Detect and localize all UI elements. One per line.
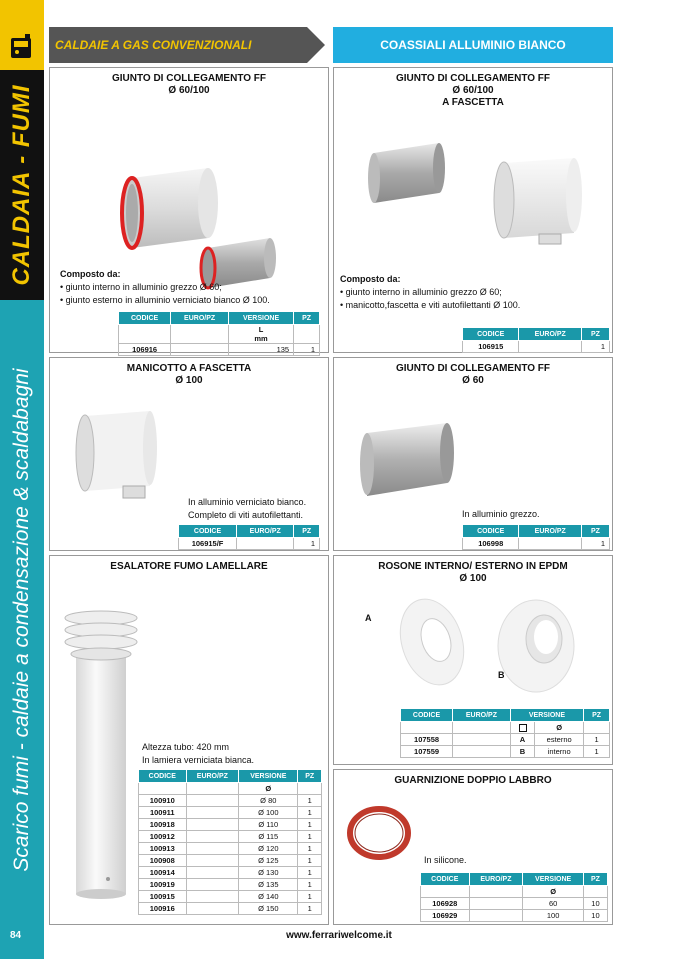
product-description: Altezza tubo: 420 mm In lamiera verniciata bianca. — [142, 742, 255, 765]
table-row: 100915 Ø 140 1 — [139, 891, 322, 903]
exhaust-terminal-image — [60, 604, 140, 904]
col-codice: CODICE — [421, 873, 470, 886]
table-row: 106998 1 — [463, 538, 610, 550]
category-header-left: CALDAIE A GAS CONVENZIONALI — [49, 27, 307, 63]
product-card-106916 — [49, 67, 329, 353]
table-row: 107559 B interno 1 — [401, 746, 610, 758]
product-table — [178, 524, 320, 550]
product-description: Composto da: • giunto interno in alluminio grezzo Ø 60; • giunto esterno in alluminio verniciato bianco Ø 100. — [60, 269, 270, 305]
col-pz: PZ — [298, 770, 322, 783]
table-row: 100910 Ø 80 1 — [139, 795, 322, 807]
col-codice: CODICE — [139, 770, 187, 783]
table-row: 100912 Ø 115 1 — [139, 831, 322, 843]
product-title: ROSONE INTERNO/ ESTERNO IN EPDM Ø 100 — [378, 561, 568, 584]
table-row: 106915/F 1 — [179, 538, 320, 550]
table-row: 100918 Ø 110 1 — [139, 819, 322, 831]
col-euro: EURO/PZ — [171, 312, 229, 325]
col-pz: PZ — [584, 709, 610, 722]
col-versione: VERSIONE — [239, 770, 298, 783]
side-banner — [0, 0, 44, 959]
checkbox-icon — [519, 724, 527, 732]
website-url[interactable]: www.ferrariwelcome.it — [286, 930, 392, 941]
col-pz: PZ — [583, 873, 607, 886]
col-euro: EURO/PZ — [519, 525, 582, 538]
product-card-106998 — [333, 357, 613, 551]
col-codice: CODICE — [463, 525, 519, 538]
product-title: GUARNIZIONE DOPPIO LABBRO — [394, 775, 552, 786]
table-row: 100919 Ø 135 1 — [139, 879, 322, 891]
product-title: GIUNTO DI COLLEGAMENTO FF Ø 60 — [395, 363, 551, 386]
product-description: In silicone. — [424, 855, 467, 865]
product-card-106915F — [49, 357, 329, 551]
table-row: 106928 60 10 — [421, 898, 608, 910]
col-pz: PZ — [582, 525, 610, 538]
table-row: 106915 1 — [463, 341, 610, 353]
table-row: 100916 Ø 150 1 — [139, 903, 322, 915]
col-euro: EURO/PZ — [237, 525, 294, 538]
product-table — [462, 524, 610, 550]
product-title: GIUNTO DI COLLEGAMENTO FF Ø 60/100 A FASCETTA — [395, 73, 551, 108]
product-title: GIUNTO DI COLLEGAMENTO FF Ø 60/100 — [111, 73, 267, 96]
product-card-rosone — [333, 555, 613, 765]
boiler-icon — [7, 32, 37, 62]
product-description: In alluminio verniciato bianco. Completo di viti autofilettanti. — [188, 497, 307, 520]
col-versione: VERSIONE — [229, 312, 294, 325]
gasket-image — [346, 803, 416, 863]
col-pz: PZ — [294, 525, 320, 538]
section-label: Scarico fumi - caldaie a condensazione & scaldabagni — [10, 368, 33, 872]
product-table: CODICE EURO/PZ VERSIONE PZ Ø 100910 Ø 80 1 100911 Ø 100 1 100918 Ø 110 1 100912 Ø 115 1 100913 Ø 120 1 100908 Ø 125 1 100914 Ø 130 1 100919 Ø 135 1 100915 Ø 140 1 100916 Ø 150 1 — [138, 769, 322, 915]
product-description: In alluminio grezzo. — [462, 509, 540, 519]
variant-label-b: B — [498, 670, 505, 680]
page-number: 84 — [10, 930, 22, 941]
col-codice: CODICE — [401, 709, 453, 722]
category-header-right: COASSIALI ALLUMINIO BIANCO — [333, 27, 613, 63]
raw-coupling-image — [359, 418, 459, 503]
col-versione: VERSIONE — [523, 873, 584, 886]
table-row: 106916 135 1 — [119, 344, 320, 356]
product-card-guarnizione — [333, 769, 613, 925]
col-euro: EURO/PZ — [186, 770, 239, 783]
table-row: 106929 100 10 — [421, 910, 608, 922]
col-codice: CODICE — [119, 312, 171, 325]
col-codice: CODICE — [179, 525, 237, 538]
product-table: CODICE EURO/PZ VERSIONE PZ Ø 106928 60 10 106929 100 10 — [420, 872, 608, 922]
variant-label-a: A — [365, 613, 372, 623]
rosette-image — [394, 594, 584, 704]
col-euro: EURO/PZ — [453, 709, 511, 722]
product-title: MANICOTTO A FASCETTA Ø 100 — [126, 363, 252, 386]
col-pz: PZ — [582, 328, 610, 341]
col-pz: PZ — [294, 312, 320, 325]
coupling-clamp-image — [364, 138, 604, 258]
table-row: 100914 Ø 130 1 — [139, 867, 322, 879]
product-table: CODICE EURO/PZ VERSIONE PZ Ø 107558 A esterno 1 107559 B interno 1 — [400, 708, 610, 758]
category-label: CALDAIA - FUMI — [8, 84, 35, 286]
product-table: CODICE EURO/PZ VERSIONE PZ L mm 106916 135 1 — [118, 311, 320, 356]
table-row: 100911 Ø 100 1 — [139, 807, 322, 819]
col-versione: VERSIONE — [510, 709, 583, 722]
clamp-sleeve-image — [75, 406, 165, 506]
col-euro: EURO/PZ — [469, 873, 523, 886]
col-codice: CODICE — [463, 328, 519, 341]
product-card-106915 — [333, 67, 613, 353]
product-card-esalatore — [49, 555, 329, 925]
product-description: Composto da: • giunto interno in alluminio grezzo Ø 60; • manicotto,fascetta e viti autofilettanti Ø 100. — [340, 274, 521, 310]
table-row: 100913 Ø 120 1 — [139, 843, 322, 855]
product-title: ESALATORE FUMO LAMELLARE — [110, 561, 268, 572]
col-euro: EURO/PZ — [519, 328, 582, 341]
table-row: 107558 A esterno 1 — [401, 734, 610, 746]
table-row: 100908 Ø 125 1 — [139, 855, 322, 867]
product-table — [462, 327, 610, 353]
